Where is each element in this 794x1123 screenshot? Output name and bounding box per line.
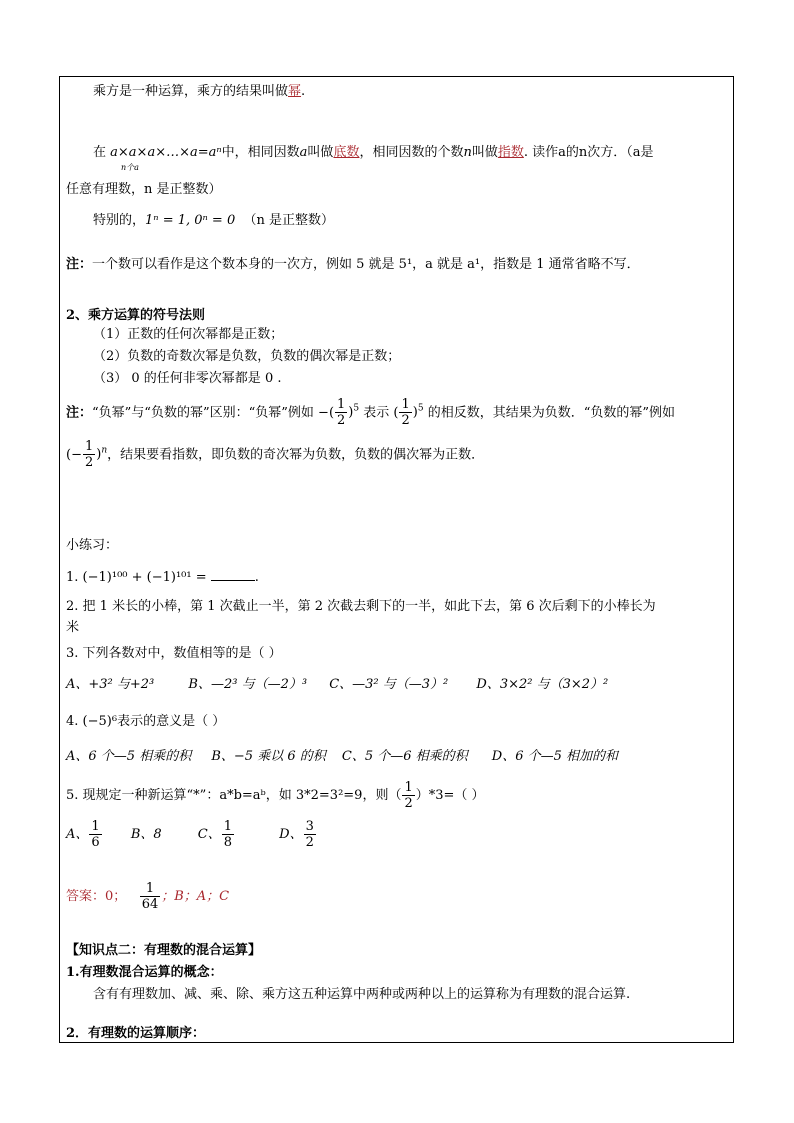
question-5-options: A、 $\frac{1}{6}$ B、8 C、 $\frac{1}{8}$ D、 $\frac{3}{2}$ — [66, 819, 314, 850]
question-2-line-1: 2. 把 1 米长的小棒，第 1 次截止一半，第 2 次截去剩下的一半，如此下去，第 6 次后剩下的小棒长为 — [66, 599, 656, 614]
section-3-heading: 【知识点二：有理数的混合运算】 — [66, 943, 262, 958]
note-2-line-1: 注：“负幂”与“负数的幂”区别：“负幂”例如 −( $\frac{1}{2}$ )$^5$ 表示 ( $\frac{1}{2}$ )$^5$ 的相反数，其结果为负数．“负数的幂”例如 — [66, 397, 676, 429]
rule-2: （2）负数的奇数次幂是负数，负数的偶次幂是正数； — [93, 349, 401, 364]
option-a: A、+3² 与+2³ — [66, 677, 155, 692]
intro-line-4: 特别的，1ⁿ = 1, 0ⁿ = 0 （n 是正整数） — [93, 213, 334, 228]
note-2-line-2: (− $\frac{1}{2}$ )$^n$，结果要看指数，即负数的奇次幂为负数，负数的偶次幂为正数． — [66, 439, 485, 471]
question-5: 5. 现规定一种新运算“*”：a*b=aᵇ，如 3*2=3²=9，则（ $\frac{1}{2}$ ）*3=（ ） — [66, 780, 485, 811]
option-d: D、3×2² 与（3×2）² — [476, 677, 609, 692]
section-3-text-1: 含有有理数加、减、乘、除、乘方这五种运算中两种或两种以上的运算称为有理数的混合运算. — [93, 987, 631, 1002]
brace-label: n个a — [121, 163, 139, 172]
question-2-line-2: 米 — [66, 620, 80, 635]
practice-title: 小练习： — [66, 538, 119, 553]
question-4-options — [66, 748, 618, 766]
rule-1: （1）正数的任何次幂都是正数； — [93, 327, 284, 342]
power-formula: a×a×a×…×a=aⁿ — [110, 145, 222, 160]
intro-line-2: 在 a×a×a×…×a=aⁿ中，相同因数a叫做底数，相同因数的个数n叫做指数. 读作a的n次方．（a是 — [93, 145, 654, 160]
question-1: 1. (−1)¹⁰⁰ + (−1)¹⁰¹ = . — [66, 570, 259, 585]
option-d: D、6 个—5 相加的和 — [491, 749, 619, 764]
option-c: C、5 个—6 相乘的积 — [341, 749, 468, 764]
question-4: 4. (−5)⁶表示的意义是（ ） — [66, 714, 226, 729]
rule-3: （3） 0 的任何非零次幂都是 0 . — [93, 371, 282, 386]
section-3-sub-2: 2．有理数的运算顺序： — [66, 1026, 206, 1041]
question-3: 3. 下列各数对中，数值相等的是（ ） — [66, 646, 282, 661]
option-c: C、—3² 与（—3）² — [329, 677, 449, 692]
note-1: 注：一个数可以看作是这个数本身的一次方，例如 5 就是 5¹，a 就是 a¹，指数是 1 通常省略不写． — [66, 257, 640, 272]
intro-line-3: 任意有理数，n 是正整数） — [66, 182, 222, 197]
option-b: B、—2³ 与（—2）³ — [188, 677, 308, 692]
option-a: A、6 个—5 相乘的积 — [66, 749, 192, 764]
question-3-options — [66, 676, 608, 694]
option-b: B、−5 乘以 6 的积 — [211, 749, 326, 764]
section-3-sub-1: 1.有理数混合运算的概念： — [66, 965, 223, 980]
answer-blank[interactable] — [211, 568, 255, 581]
intro-line-1: 乘方是一种运算，乘方的结果叫做幂. — [93, 84, 306, 99]
answers: 答案：0； $\frac{1}{64}$ ；B；A；C — [66, 881, 230, 912]
section-2-heading: 2、乘方运算的符号法则 — [66, 308, 206, 323]
